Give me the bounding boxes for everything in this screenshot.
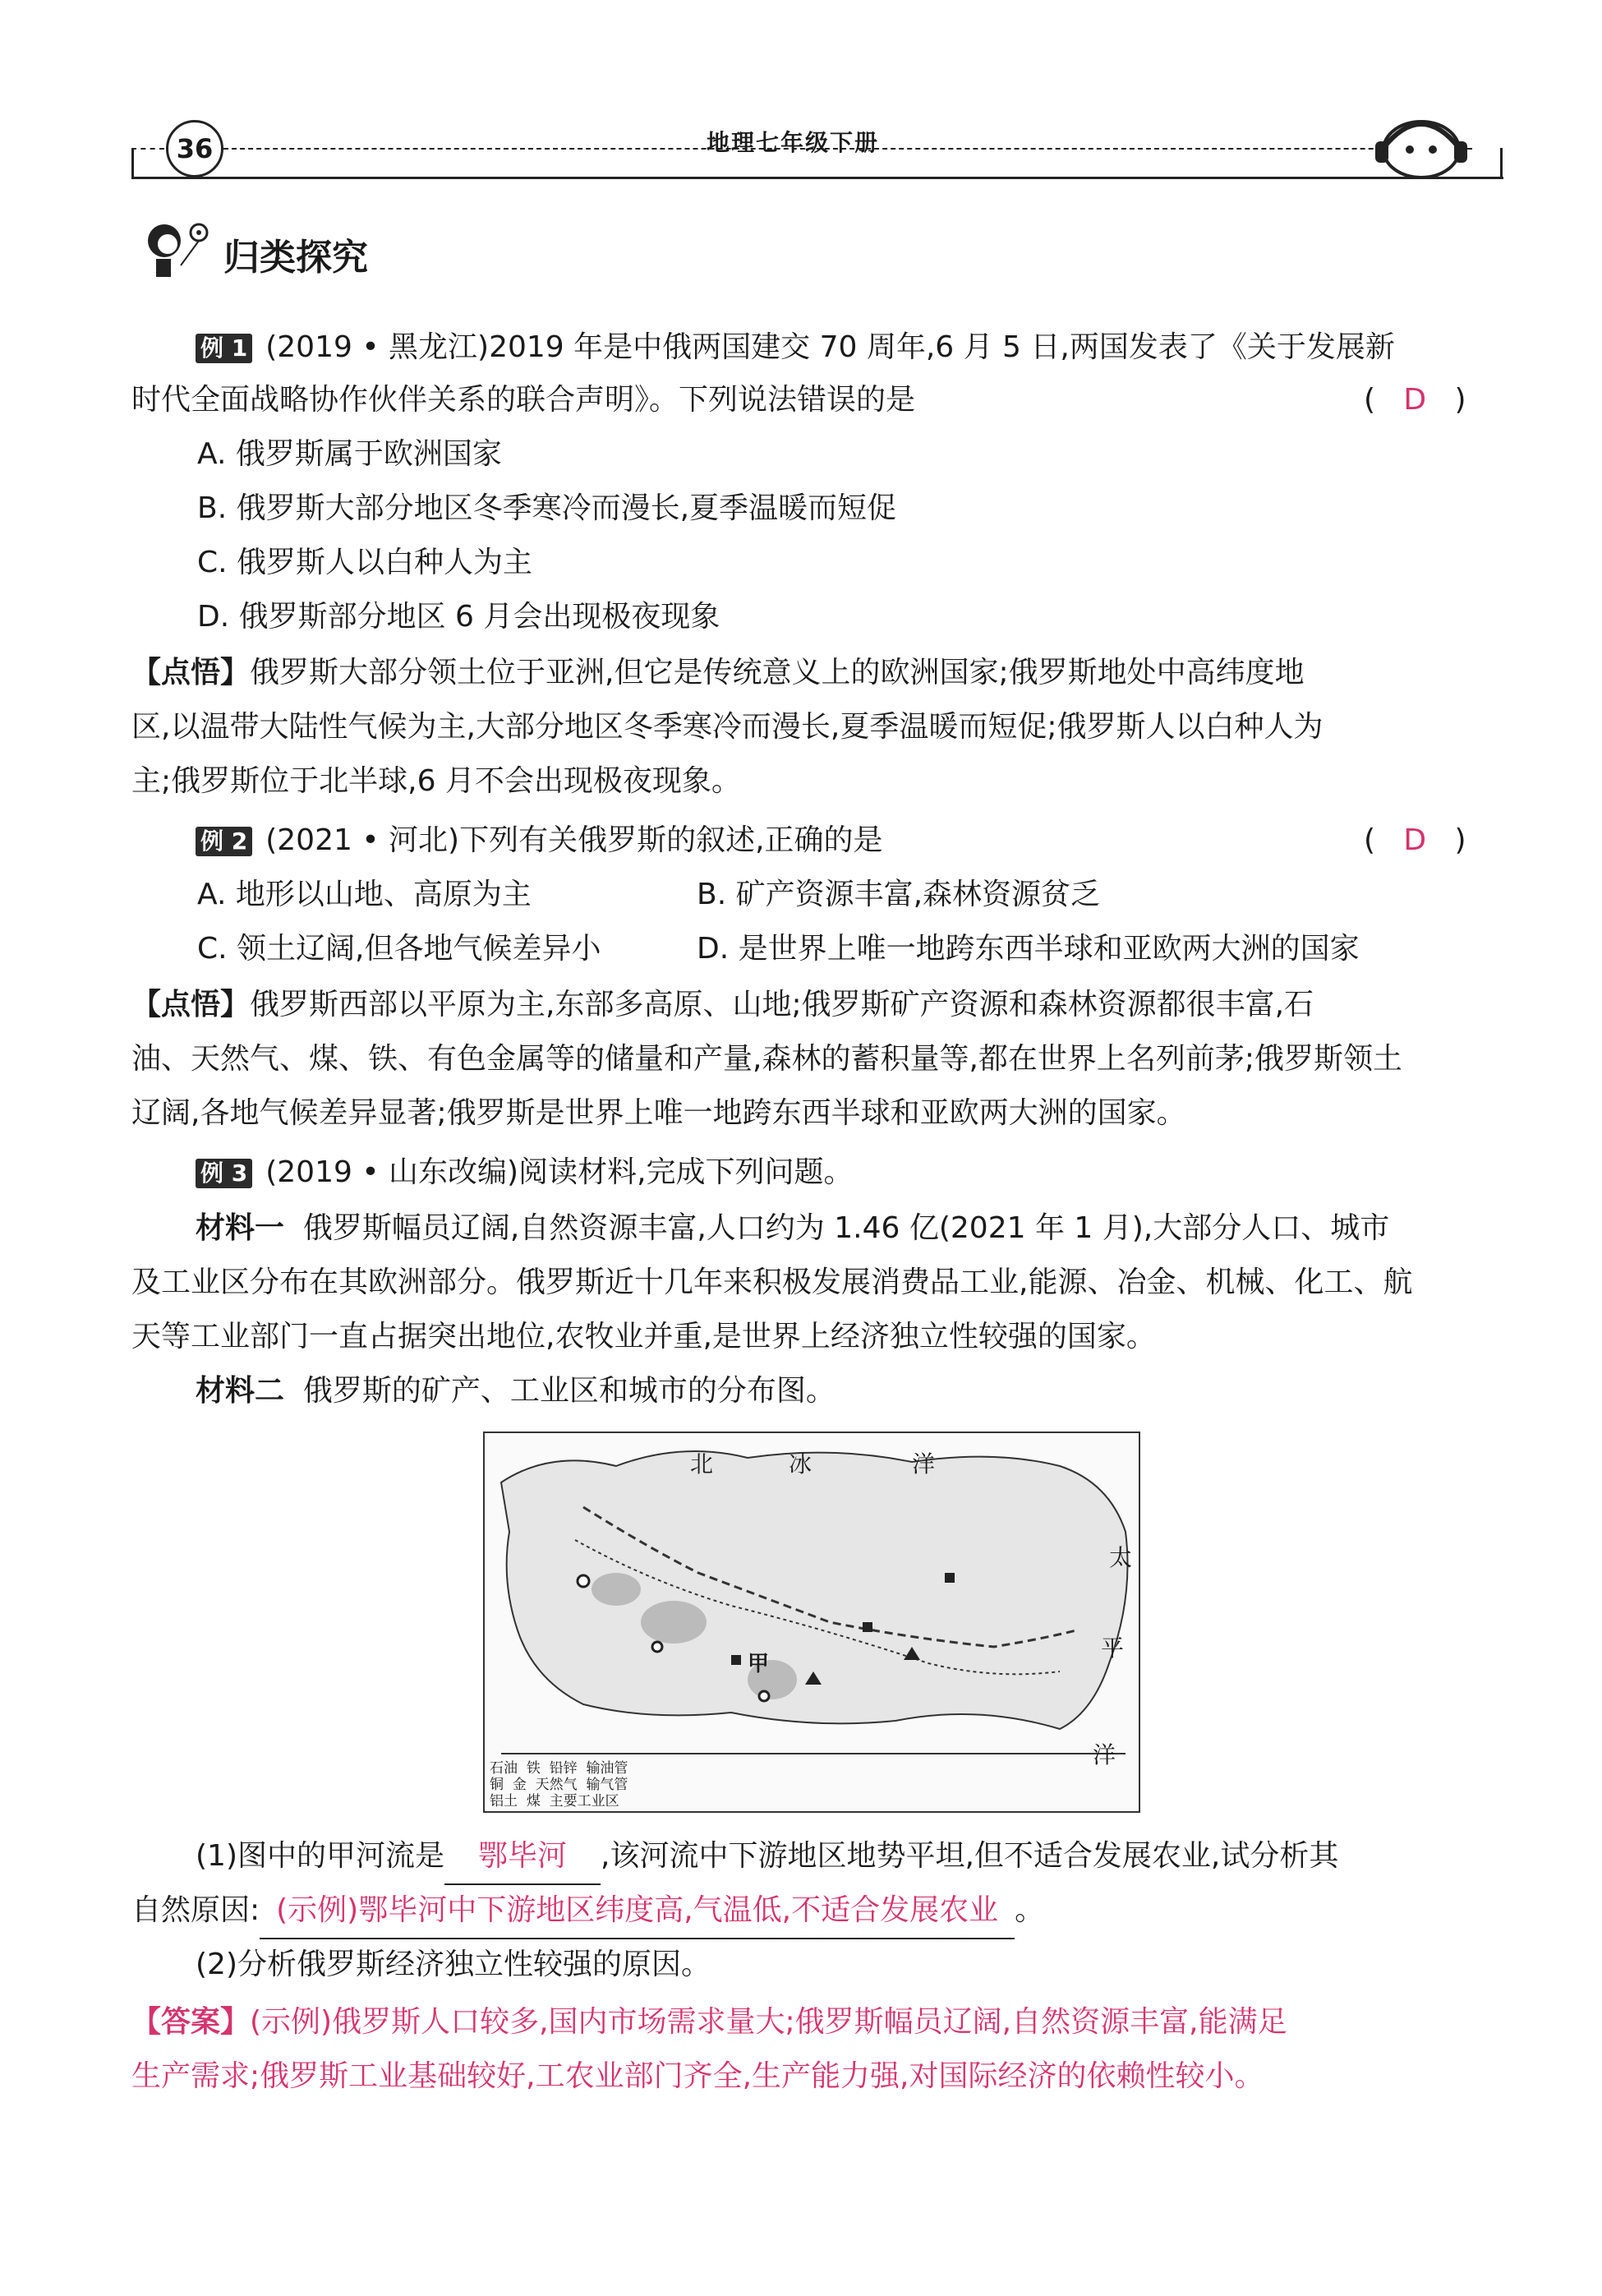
example2-stem: 例 2 (2021 • 河北)下列有关俄罗斯的叙述,正确的是 <box>196 814 883 868</box>
material1-line3: 天等工业部门一直占据突出地位,农牧业并重,是世界上经济独立性较强的国家。 <box>131 1320 1156 1353</box>
example1-answer: D <box>1403 383 1427 417</box>
river-label: 甲 <box>748 1652 770 1676</box>
example2-tag: 例 2 <box>196 827 252 856</box>
example1-option-a: A. 俄罗斯属于欧洲国家 <box>197 437 502 471</box>
example1-answer-bracket: ( D ) <box>1364 383 1466 417</box>
example1-note-line1: 【点悟】俄罗斯大部分领土位于亚洲,但它是传统意义上的欧洲国家;俄罗斯地处中高纬度地 <box>131 656 1305 689</box>
material2-label: 材料二 <box>196 1374 285 1408</box>
example1-note-line2: 区,以温带大陆性气候为主,大部分地区冬季寒冷而漫长,夏季温暖而短促;俄罗斯人以白种人为 <box>131 710 1323 744</box>
material2-line: 材料二 俄罗斯的矿产、工业区和城市的分布图。 <box>196 1374 836 1408</box>
example1-stem-line1: 例 1 (2019 • 黑龙江)2019 年是中俄两国建交 70 周年,6 月 5 日,两国发表了《关于发展新 <box>196 320 1395 375</box>
material1-label: 材料一 <box>196 1211 285 1245</box>
section-title: 归类探究 <box>223 237 368 279</box>
ocean-north-2: 冰 <box>789 1450 813 1478</box>
example1-option-c: C. 俄罗斯人以白种人为主 <box>197 546 533 579</box>
example1-option-b: B. 俄罗斯大部分地区冬季寒冷而漫长,夏季温暖而短促 <box>197 491 897 525</box>
q1-line2: 自然原因: (示例)鄂毕河中下游地区纬度高,气温低,不适合发展农业 。 <box>131 1883 1044 1939</box>
answer-line1: 【答案】(示例)俄罗斯人口较多,国内市场需求量大;俄罗斯幅员辽阔,自然资源丰富,能满足 <box>131 2005 1287 2039</box>
russia-map <box>483 1432 1140 1813</box>
book-title: 地理七年级下册 <box>707 129 880 156</box>
page-header <box>131 115 1503 189</box>
example1-stem-line2: 时代全面战略协作伙伴关系的联合声明》。下列说法错误的是 <box>131 383 916 417</box>
example2-option-a: A. 地形以山地、高原为主 <box>197 878 532 911</box>
q2: (2)分析俄罗斯经济独立性较强的原因。 <box>196 1948 711 1981</box>
map-legend: 石油 铁 铅锌 输油管 铜 金 天然气 输气管 铝土 煤 主要工业区 <box>490 1760 628 1810</box>
example2-answer-bracket: ( D ) <box>1364 823 1466 857</box>
ocean-east-3: 洋 <box>1093 1741 1116 1768</box>
q1-line1: (1)图中的甲河流是 鄂毕河 ,该河流中下游地区地势平坦,但不适合发展农业,试分析其 <box>196 1829 1338 1885</box>
ocean-east-2: 平 <box>1101 1634 1125 1662</box>
example2-option-c: C. 领土辽阔,但各地气候差异小 <box>197 932 601 966</box>
girl-icon <box>131 218 222 284</box>
example2-note-line3: 辽阔,各地气候差异显著;俄罗斯是世界上唯一地跨东西半球和亚欧两大洲的国家。 <box>131 1096 1186 1130</box>
example2-note-line2: 油、天然气、煤、铁、有色金属等的储量和产量,森林的蓄积量等,都在世界上名列前茅;俄罗斯领土 <box>131 1042 1403 1076</box>
example2-option-d: D. 是世界上唯一地跨东西半球和亚欧两大洲的国家 <box>697 932 1360 966</box>
example1-option-d: D. 俄罗斯部分地区 6 月会出现极夜现象 <box>197 600 720 634</box>
ocean-north-3: 洋 <box>912 1450 936 1478</box>
example1-tag: 例 1 <box>196 334 252 363</box>
material1-line1: 材料一 俄罗斯幅员辽阔,自然资源丰富,人口约为 1.46 亿(2021 年 1 月),大部分人口、城市 <box>196 1211 1390 1245</box>
mascot-icon <box>1372 108 1471 178</box>
material1-line2: 及工业区分布在其欧洲部分。俄罗斯近十几年来积极发展消费品工业,能源、冶金、机械、化工、航 <box>131 1266 1413 1299</box>
answer-label: 【答案】 <box>131 2005 251 2039</box>
ocean-east-1: 太 <box>1109 1544 1133 1571</box>
example3-tag: 例 3 <box>196 1159 252 1188</box>
example1-note-label: 【点悟】 <box>131 656 251 689</box>
page-number <box>166 120 223 178</box>
example2-answer: D <box>1403 823 1427 857</box>
example2-note-line1: 【点悟】俄罗斯西部以平原为主,东部多高原、山地;俄罗斯矿产资源和森林资源都很丰富,石 <box>131 988 1314 1021</box>
q1-reason-answer: (示例)鄂毕河中下游地区纬度高,气温低,不适合发展农业 <box>260 1883 1015 1939</box>
answer-line2: 生产需求;俄罗斯工业基础较好,工农业部门齐全,生产能力强,对国际经济的依赖性较小。 <box>131 2059 1264 2093</box>
example1-note-line3: 主;俄罗斯位于北半球,6 月不会出现极夜现象。 <box>131 764 741 798</box>
example2-note-label: 【点悟】 <box>131 988 251 1021</box>
q1-answer-blank: 鄂毕河 <box>444 1829 601 1885</box>
map-graphic <box>485 1433 1139 1811</box>
example2-option-b: B. 矿产资源丰富,森林资源贫乏 <box>697 878 1101 911</box>
ocean-north-1: 北 <box>690 1450 714 1478</box>
example3-stem: 例 3 (2019 • 山东改编)阅读材料,完成下列问题。 <box>196 1146 854 1200</box>
page-number-text: 36 <box>176 133 214 164</box>
